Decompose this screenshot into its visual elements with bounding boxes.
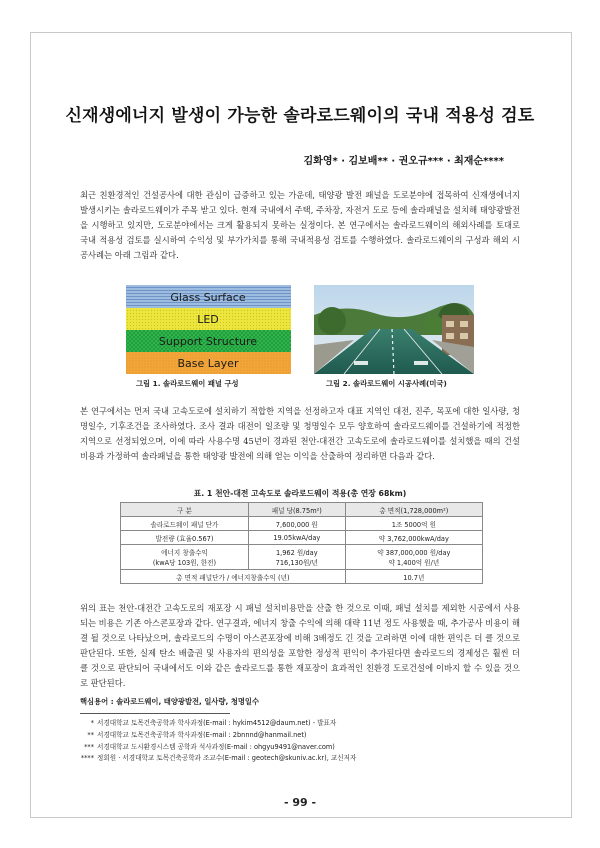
figure2-caption: 그림 2. 솔라로드웨이 시공사례(미국) (326, 379, 447, 388)
footnote-item: **** 정회원 · 서경대학교 토목건축공학과 조교수(E-mail : geotech@skuniv.ac.kr), 교신저자 (80, 754, 357, 763)
table-footer-value: 10.7년 (345, 570, 482, 584)
table-cell (345, 545, 482, 570)
panel-layers-figure (126, 285, 291, 374)
table-row (121, 531, 483, 545)
table-footer-label: 총 면적 패널단가 / 에너지창출수익 (년) (121, 570, 346, 584)
author-list: 김화영* · 김보배** · 권오규*** · 최재순**** (303, 156, 504, 167)
support-layer-label: Support Structure (158, 335, 258, 348)
led-layer-label: LED (197, 313, 219, 326)
cost-table (120, 502, 483, 584)
table-row (121, 545, 483, 570)
figure1-caption: 그림 1. 솔라로드웨이 패널 구성 (136, 379, 239, 388)
footnote-divider (80, 713, 230, 714)
energy-total-day: 약 387,000,000 원/day (377, 549, 451, 557)
table-row (121, 570, 483, 584)
paper-title: 신재생에너지 발생이 가능한 솔라로드웨이의 국내 적용성 검토 (65, 106, 535, 126)
keywords: 핵심용어 : 솔라로드웨이, 태양광발전, 일사량, 청명일수 (80, 697, 260, 706)
table-cell: 19.05kwA/day (248, 531, 345, 545)
table-header-per-panel: 패널 당(8.75m²) (248, 503, 345, 517)
energy-total-year: 약 1,400억 원/년 (388, 559, 440, 567)
table-cell: 약 3,762,000kwA/day (345, 531, 482, 545)
table-title: 표. 1 천안-대전 고속도로 솔라로드웨이 적용(총 연장 68km) (193, 489, 407, 498)
glass-layer-label: Glass Surface (170, 291, 246, 304)
footnote-item: *** 서경대학교 도시환경시스템 공학과 석사과정(E-mail : ohgyu9491@naver.com) (84, 742, 335, 751)
energy-label-line2: (kwA당 103원, 한전) (152, 559, 217, 567)
table-cell: 솔라로드웨이 패널 단가 (121, 517, 249, 531)
base-layer-label: Base Layer (177, 357, 239, 370)
table-header-category: 구 분 (121, 503, 249, 517)
table-cell (248, 545, 345, 570)
footnote-item: ** 서경대학교 토목건축공학과 학사과정(E-mail : 2bnnnd@hanmail.net) (87, 730, 307, 739)
footnote-item: * 서경대학교 토목건축공학과 학사과정(E-mail : hykim4512@daum.net) - 발표자 (90, 719, 337, 727)
energy-per-panel-day: 1,962 원/day (275, 549, 318, 557)
page-number: - 99 - (283, 796, 317, 809)
energy-per-panel-year: 716,130원/년 (275, 559, 318, 567)
table-cell: 1조 5000억 원 (345, 517, 482, 531)
footnotes (76, 718, 356, 765)
intro-paragraph: 최근 친환경적인 건설공사에 대한 관심이 급증하고 있는 가운데, 태양광 발전 패널을 도로분야에 접목하여 신재생에너지 발생시키는 솔라로드웨이가 주목 받고 있다. 현재 국내에서 주택, 주차장, 자전거 도로 등에 솔라패널을 설치해 태양광발전을 시행하고 있지만, 도로분야에서는 크게 활용되지 못하는 실정이다. 본 연구에서는 솔라로드웨이의 해외사례를 토대로 국내 적용성 검토를 실시하여 수익성 및 부가가치를 통해 국내적용성 검토를 수행하였다. 솔라로드웨이의 구성과 해외 시공사례는 아래 그림과 같다. (80, 190, 520, 260)
table-header-total: 총 면적(1,728,000m²) (345, 503, 482, 517)
table-cell (121, 545, 249, 570)
solar-roadway-photo (314, 285, 474, 374)
table-row (121, 517, 483, 531)
result-paragraph: 위의 표는 천안-대전간 고속도로의 재포장 시 패널 설치비용만을 산출 한 것으로 이때, 패널 설치를 제외한 시공에서 사용되는 비용은 기존 아스콘포장과 같다. 연구결과, 에너지 창출 수익에 의해 대략 11년 정도 사용했을 때, 추가공사 비용이 해결 될 것으로 나타났으며, 솔라로드의 수명이 아스콘포장에 비해 3배정도 긴 것을 고려하면 이에 대한 편익은 더 클 것으로 판단된다. 또한, 실제 탄소 배출권 및 사용자의 편의성을 포함한 정성적 편익이 추가된다면 솔라로드의 경제성은 훨씬 더 클 것으로 판단되어 국내에서도 이와 같은 솔라로드를 통한 재포장이 효과적인 친환경 도로건설에 이바지 할 수 있을 것으로 판단된다. (80, 603, 521, 688)
table-cell: 7,600,000 원 (248, 517, 345, 531)
energy-label-line1: 에너지 창출수익 (161, 549, 208, 557)
table-cell: 발전량 (효율0.567) (121, 531, 249, 545)
method-paragraph: 본 연구에서는 먼저 국내 고속도로에 설치하기 적합한 지역을 선정하고자 대표 지역인 대전, 진주, 목포에 대한 일사량, 청명일수, 기후조건을 조사하였다. 조사 결과 대전이 일조량 및 청명일수 모두 양호하여 솔라로드웨이를 건설하기에 적정한 지역으로 선정되었으며, 이에 따라 사용수명 45년이 경과된 천안-대전간 고속도로에 솔라로드웨이를 설치했을 때의 건설비용과 가정하여 솔라패널을 통한 태양광 발전에 의해 얻는 이익을 산출하여 정리하면 다음과 같다. (80, 406, 520, 461)
